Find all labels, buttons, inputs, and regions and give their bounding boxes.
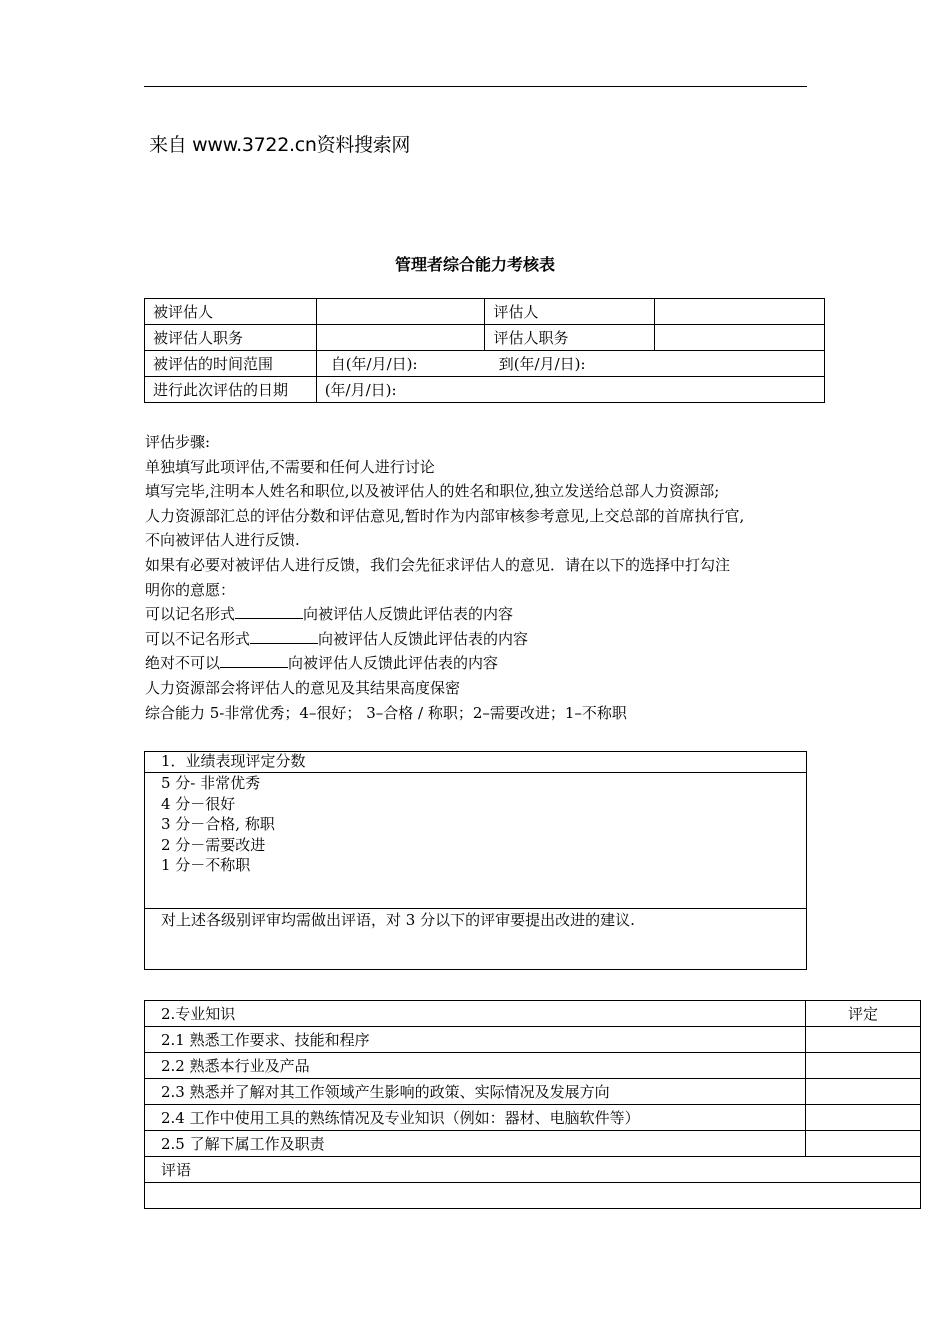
evaluatee-label: 被评估人 — [145, 299, 317, 325]
evaluation-steps — [145, 430, 815, 725]
knowledge-item: 2.4 工作中使用工具的熟练情况及专业知识（例如：器材、电脑软件等） — [145, 1105, 806, 1131]
evaluator-position-field[interactable] — [655, 325, 825, 351]
rating-scale: 综合能力 5-非常优秀；4–很好； 3–合格 / 称职；2–需要改进；1–不称职 — [145, 703, 627, 722]
knowledge-item: 2.5 了解下属工作及职责 — [145, 1131, 806, 1157]
evaluatee-position-label: 被评估人职务 — [145, 325, 317, 351]
period-to: 到(年/月/日): — [498, 354, 586, 373]
score-cell[interactable] — [806, 1053, 921, 1079]
date-field[interactable]: (年/月/日): — [316, 377, 824, 403]
performance-heading: 1．业绩表现评定分数 — [145, 752, 807, 773]
knowledge-heading: 2.专业知识 — [145, 1001, 806, 1027]
score-2: 2 分－需要改进 — [161, 835, 266, 854]
score-cell[interactable] — [806, 1105, 921, 1131]
page-title: 管理者综合能力考核表 — [394, 255, 555, 274]
score-3: 3 分－合格, 称职 — [161, 815, 275, 833]
option-named: 可以记名形式 向被评估人反馈此评估表的内容 — [145, 605, 514, 624]
comment-label: 评语 — [145, 1157, 921, 1183]
steps-heading: 评估步骤: — [145, 433, 211, 451]
date-label: 进行此次评估的日期 — [145, 377, 317, 403]
period-field[interactable] — [316, 351, 824, 377]
knowledge-item: 2.2 熟悉本行业及产品 — [145, 1053, 806, 1079]
knowledge-table — [144, 1000, 921, 1209]
steps-line: 单独填写此项评估,不需要和任何人进行讨论 — [145, 457, 435, 476]
evaluator-label: 评估人 — [485, 299, 655, 325]
steps-line: 不向被评估人进行反馈. — [145, 531, 300, 550]
info-table — [144, 298, 825, 403]
score-cell[interactable] — [806, 1131, 921, 1157]
option-never: 绝对不可以 向被评估人反馈此评估表的内容 — [145, 654, 499, 673]
steps-line: 人力资源部汇总的评估分数和评估意见,暂时作为内部审核参考意见,上交总部的首席执行官, — [145, 506, 745, 525]
performance-table — [144, 751, 807, 970]
confidential-note: 人力资源部会将评估人的意见及其结果高度保密 — [145, 678, 461, 697]
score-4: 4 分－很好 — [161, 794, 236, 813]
performance-note[interactable]: 对上述各级别评审均需做出评语，对 3 分以下的评审要提出改进的建议. — [145, 909, 807, 970]
evaluator-field[interactable] — [655, 299, 825, 325]
evaluatee-field[interactable] — [316, 299, 485, 325]
performance-scores — [145, 773, 807, 909]
score-cell[interactable] — [806, 1079, 921, 1105]
period-from: 自(年/月/日): — [330, 354, 418, 373]
source-line: 来自 www.3722.cn资料搜索网 — [149, 134, 411, 156]
comment-field[interactable] — [145, 1183, 921, 1209]
steps-line: 明你的意愿： — [145, 580, 236, 599]
score-1: 1 分－不称职 — [161, 856, 251, 874]
score-cell[interactable] — [806, 1027, 921, 1053]
knowledge-item: 2.3 熟悉并了解对其工作领域产生影响的政策、实际情况及发展方向 — [145, 1079, 806, 1105]
period-label: 被评估的时间范围 — [145, 351, 317, 377]
option-anonymous: 可以不记名形式 向被评估人反馈此评估表的内容 — [145, 629, 529, 648]
evaluatee-position-field[interactable] — [316, 325, 485, 351]
steps-line: 如果有必要对被评估人进行反馈，我们会先征求评估人的意见．请在以下的选择中打勾注 — [145, 555, 731, 574]
option-anonymous-blank[interactable] — [250, 630, 318, 644]
header-rule — [144, 86, 807, 87]
steps-line: 填写完毕,注明本人姓名和职位,以及被评估人的姓名和职位,独立发送给总部人力资源部; — [145, 482, 720, 501]
knowledge-item: 2.1 熟悉工作要求、技能和程序 — [145, 1027, 806, 1053]
option-never-blank[interactable] — [220, 654, 288, 668]
score-header: 评定 — [806, 1001, 921, 1027]
option-named-blank[interactable] — [235, 605, 303, 619]
score-5: 5 分- 非常优秀 — [161, 774, 261, 792]
evaluator-position-label: 评估人职务 — [485, 325, 655, 351]
